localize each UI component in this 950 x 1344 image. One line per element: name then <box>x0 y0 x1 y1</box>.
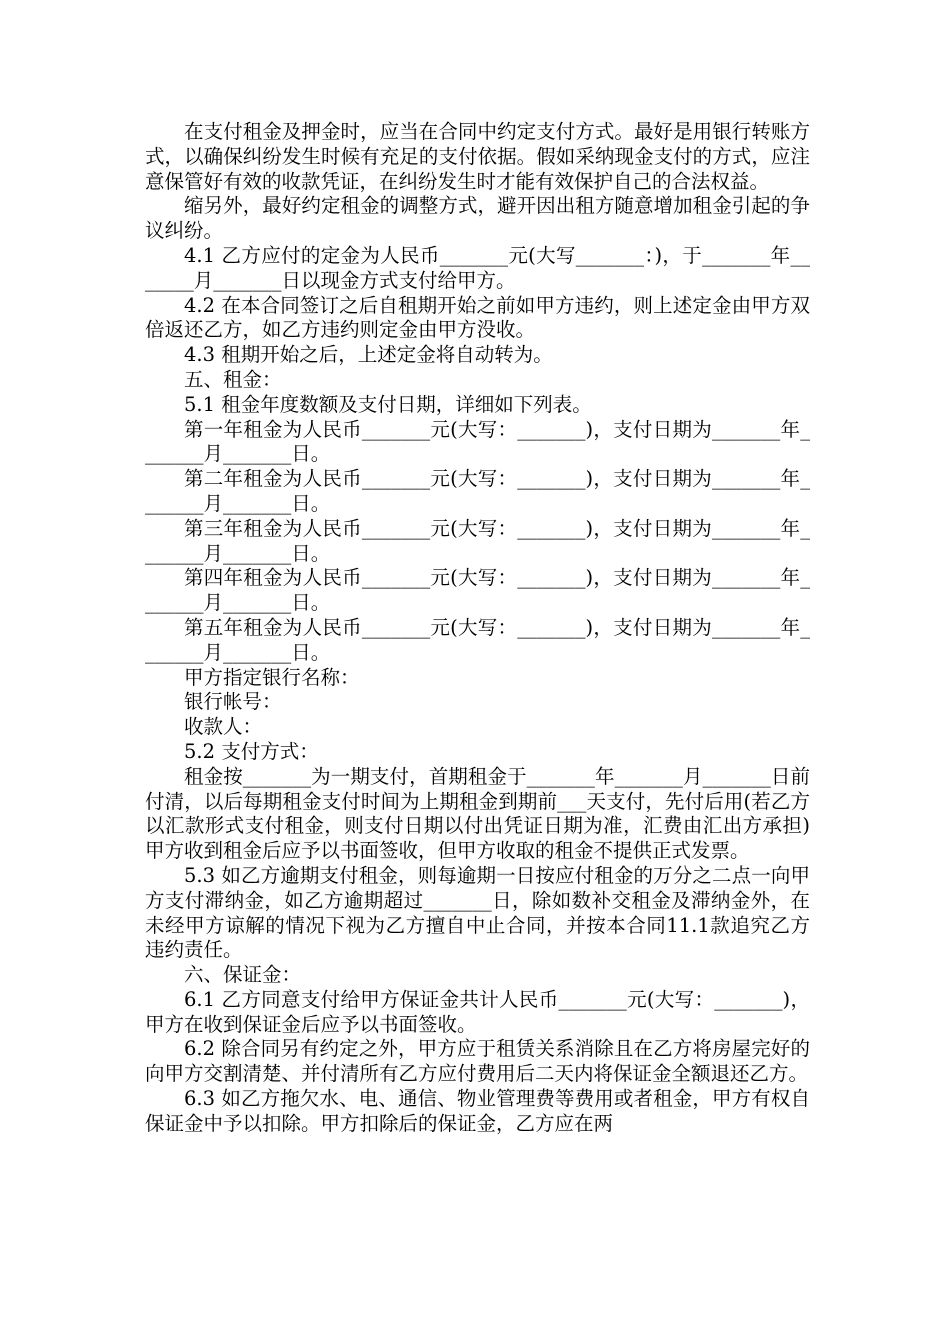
clause-4-2: 4.2 在本合同签订之后自租期开始之前如甲方违约，则上述定金由甲方双倍返还乙方，如乙方违约则定金由甲方没收。 <box>145 293 810 342</box>
bank-name-field: 甲方指定银行名称： <box>184 665 360 689</box>
rent-year-2: 第二年租金为人民币_______元(大写：_______)，支付日期为_______年_______月_______日。 <box>145 467 810 515</box>
rent-year-3: 第三年租金为人民币_______元(大写：_______)，支付日期为_______年_______月_______日。 <box>145 516 810 565</box>
clause-5-1: 5.1 租金年度数额及支付日期，详细如下列表。 <box>184 392 592 416</box>
paragraph-payment-method: 在支付租金及押金时，应当在合同中约定支付方式。最好是用银行转账方式，以确保纠纷发生时候有充足的支付依据。假如采纳现金支付的方式，应注意保管好有效的收款凭证，在纠纷发生时才能有效保护自己的合法权益。 <box>145 120 810 193</box>
clause-6-1: 6.1 乙方同意支付给甲方保证金共计人民币_______元(大写：_______)，甲方在收到保证金后应予以书面签收。 <box>145 987 810 1036</box>
clause-4-1: 4.1 乙方应付的定金为人民币_______元(大写_______：)，于_______年_______月_______日以现金方式支付给甲方。 <box>145 243 810 292</box>
payee-field: 收款人： <box>184 715 263 739</box>
clause-6-2: 6.2 除合同另有约定之外，甲方应于租赁关系消除且在乙方将房屋完好的向甲方交割清楚、并付清所有乙方应付费用后二天内将保证金全额退还乙方。 <box>145 1037 810 1086</box>
section-heading-deposit: 六、保证金： <box>184 963 302 987</box>
rent-year-4: 第四年租金为人民币_______元(大写：_______)，支付日期为_______年_______月_______日。 <box>145 566 810 615</box>
rent-year-1: 第一年租金为人民币_______元(大写：_______)，支付日期为_______年_______月_______日。 <box>145 417 810 466</box>
document-body <box>145 120 810 1137</box>
clause-6-3: 6.3 如乙方拖欠水、电、通信、物业管理费等费用或者租金，甲方有权自保证金中予以扣除。甲方扣除后的保证金，乙方应在两 <box>145 1087 810 1135</box>
rent-year-5: 第五年租金为人民币_______元(大写：_______)，支付日期为_______年_______月_______日。 <box>145 615 810 664</box>
section-heading-rent: 五、租金： <box>184 367 282 391</box>
clause-5-3: 5.3 如乙方逾期支付租金，则每逾期一日按应付租金的万分之二点一向甲方支付滞纳金，如乙方逾期超过_______日，除如数补交租金及滞纳金外，在未经甲方谅解的情况下视为乙方擅自中止合同，并按本合同11.1款追究乙方违约责任。 <box>145 863 810 962</box>
payment-terms: 租金按_______为一期支付，首期租金于_______年_______月_______日前付清，以后每期租金支付时间为上期租金到期前___天支付，先付后用(若乙方以汇款形式支付租金，则支付日期以付出凭证日期为准，汇费由汇出方承担)甲方收到租金后应予以书面签收，但甲方收取的租金不提供正式发票。 <box>145 764 810 863</box>
clause-5-2: 5.2 支付方式： <box>184 739 319 763</box>
clause-4-3: 4.3 租期开始之后，上述定金将自动转为。 <box>184 343 553 367</box>
bank-account-field: 银行帐号： <box>184 690 282 714</box>
paragraph-rent-adjustment: 缩另外，最好约定租金的调整方式，避开因出租方随意增加租金引起的争议纠纷。 <box>145 194 810 243</box>
